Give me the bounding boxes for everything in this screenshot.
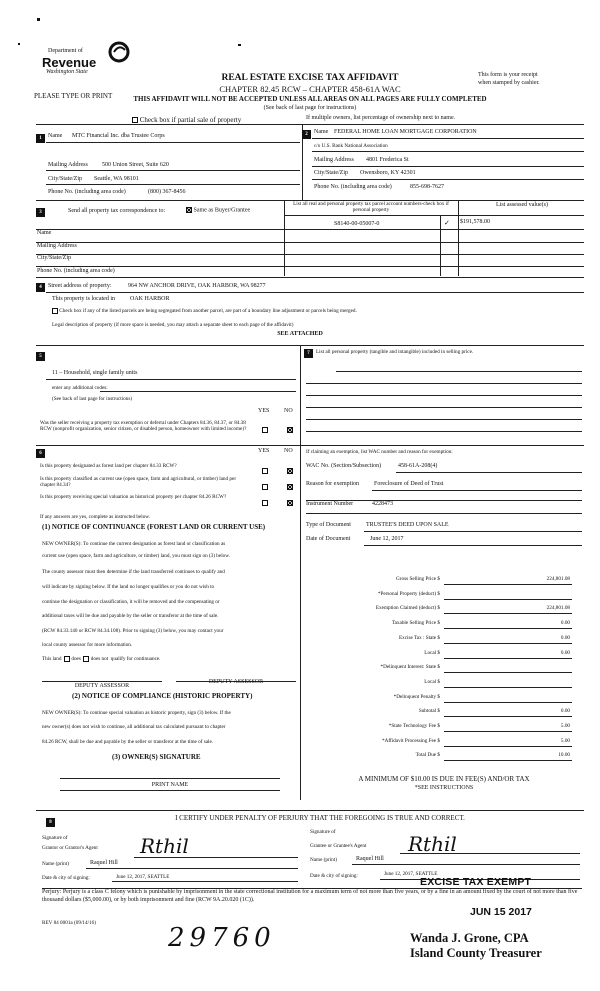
tax-phone-label: Phone No. (including area code) <box>37 268 115 274</box>
seller-phone-label: Phone No. (including area code) <box>48 189 126 195</box>
logo-line1: Department of <box>48 48 83 54</box>
scan-speck <box>18 43 20 45</box>
notice1-line: current use (open space, farm and agriculture, or timber) land, you must sign on (3) below. <box>42 553 230 559</box>
tax-row-label: *State Technology Fee $ <box>388 723 440 729</box>
exemption-claim-label: If claiming an exemption, list WAC number and reason for exemption: <box>306 449 453 455</box>
seller-mailing: 500 Union Street, Suite 620 <box>102 162 169 168</box>
section-5-marker: 5 <box>36 352 45 361</box>
scan-speck <box>37 18 40 21</box>
tax-row-value: 5.00 <box>560 738 570 744</box>
street-label: Street address of property: <box>48 283 112 289</box>
buyer-mailing-label: Mailing Address <box>314 157 354 163</box>
tax-mailing-label: Mailing Address <box>37 243 77 249</box>
sig-label-grantee: Signature of <box>310 829 336 835</box>
located-city: OAK HARBOR <box>130 296 170 302</box>
seller-city-label: City/State/Zip <box>48 176 82 182</box>
section-4-marker: 4 <box>36 283 45 292</box>
segregated-row <box>52 308 357 314</box>
tax-row-label: Taxable Selling Price $ <box>391 620 440 626</box>
section-3-marker: 3 <box>36 208 45 217</box>
forest-land-question: Is this property designated as forest land per chapter 84.33 RCW? <box>40 463 177 469</box>
tax-row-underline <box>444 746 572 747</box>
owner-signature-title: (3) OWNER(S) SIGNATURE <box>112 753 201 761</box>
buyer-name-label: Name <box>314 129 329 135</box>
historic-no-checkbox[interactable] <box>287 500 293 506</box>
section-2-marker: 2 <box>302 130 311 139</box>
logo-line2: Revenue <box>42 55 97 70</box>
seller-phone: (800) 367-8456 <box>148 189 186 195</box>
logo-line3: Washington State <box>46 69 88 75</box>
additional-codes-label: enter any additional codes: <box>52 385 108 391</box>
notice2-line: new owner(s) does not wish to continue, all additional tax calculated pursuant to chapter <box>42 724 226 730</box>
no-header-5: NO <box>284 408 293 414</box>
tax-row-value: 5.00 <box>560 723 570 729</box>
current-use-question: Is this property classified as current use (open space, farm and agricultural, or timber) land per chapter 84.34? <box>40 476 237 489</box>
tax-row-underline <box>444 628 572 629</box>
notice1-line: local county assessor for more information. <box>42 642 133 648</box>
sig-label-grantor: Signature of <box>42 835 68 841</box>
tax-row-underline <box>444 613 572 614</box>
sig-label-grantor-2: Grantor or Grantor's Agent <box>42 845 98 851</box>
tax-row-underline <box>444 731 572 732</box>
see-instructions: *SEE INSTRUCTIONS <box>414 785 474 791</box>
located-label: This property is located in <box>52 296 115 302</box>
tax-row-label: *Delinquent Interest: State $ <box>380 664 440 670</box>
tax-row-label: *Delinquent Penalty $ <box>393 694 440 700</box>
seller-city: Seattle, WA 98101 <box>94 176 139 182</box>
dor-logo <box>28 40 138 80</box>
tax-city-label: City/State/Zip <box>37 255 71 261</box>
grantee-print-name: Raquel Hill <box>356 856 384 862</box>
buyer-phone: 855-698-7627 <box>410 184 444 190</box>
certify-statement: I CERTIFY UNDER PENALTY OF PERJURY THAT THE FOREGOING IS TRUE AND CORRECT. <box>175 814 465 822</box>
tax-row-underline <box>444 760 572 761</box>
tax-row-value: 10.00 <box>558 752 570 758</box>
receipt-number: 29760 <box>168 923 276 953</box>
does-label: does <box>71 656 81 663</box>
perjury-statement: Perjury: Perjury is a class C felony which is punishable by imprisonment in the state correctional institution for a maximum term of not more than five years, or by a fine in an amount fixed by the court of not more than five thousand dollars ($5,000.00), or by both imprisonment and fine (RCW 9A.20.020 (1C)). <box>42 889 578 903</box>
date-label-r: Date & city of signing: <box>310 873 358 879</box>
section-6-marker: 6 <box>36 449 45 458</box>
tax-row-value: 224,801.08 <box>546 576 570 582</box>
deputy-assessor-1: DEPUTY ASSESSOR <box>74 683 130 689</box>
assessed-value: $191,578.00 <box>460 219 490 225</box>
grantor-date-city: June 12, 2017, SEATTLE <box>116 874 170 880</box>
tax-row-label: Local $ <box>424 679 440 685</box>
minimum-due: A MINIMUM OF $10.00 IS DUE IN FEE(S) AND/OR TAX <box>358 775 530 783</box>
segregated-label: Check box if any of the listed parcels are being segregated from another parcel, are part of a boundary line adjustment or parcels being merged. <box>59 308 357 315</box>
answer-note: If any answers are yes, complete as instructed below. <box>40 514 151 520</box>
send-correspondence-label: Send all property tax correspondence to: <box>68 208 166 214</box>
tax-row-value: 0.00 <box>560 708 570 714</box>
current-use-no-checkbox[interactable] <box>287 484 293 490</box>
doc-type: TRUSTEE'S DEED UPON SALE <box>366 522 449 528</box>
segregated-checkbox[interactable] <box>52 308 58 314</box>
multiple-owners-note: If multiple owners, list percentage of ownership next to name. <box>306 115 456 121</box>
tax-row-underline <box>444 584 572 585</box>
form-title: REAL ESTATE EXCISE TAX AFFIDAVIT <box>221 73 399 83</box>
partial-sale-checkbox[interactable] <box>132 117 138 123</box>
tax-row-value: 0.00 <box>560 650 570 656</box>
seller-exemption-yes-checkbox[interactable] <box>262 427 268 433</box>
tax-row-value: 0.00 <box>560 620 570 626</box>
seller-name: MTC Financial Inc. dba Trustee Corps <box>72 133 165 139</box>
doc-type-label: Type of Document <box>306 522 351 528</box>
reason-value: Foreclosure of Deed of Trust <box>374 481 444 487</box>
date-label-l: Date & city of signing: <box>42 875 90 881</box>
buyer-city: Owensboro, KY 42301 <box>360 170 416 176</box>
parcel-number: S8140-00-05007-0 <box>334 221 380 227</box>
tax-name-label: Name <box>37 230 52 236</box>
wac-number: 458-61A-208(4) <box>398 463 438 469</box>
instrument-label: Instrument Number <box>306 501 354 507</box>
wac-label: WAC No. (Section/Subsection) <box>306 463 382 469</box>
tax-row-label: Subtotal $ <box>418 708 440 714</box>
sig-label-grantee-2: Grantee or Grantee's Agent <box>310 843 367 849</box>
forest-no-checkbox[interactable] <box>287 468 293 474</box>
tax-row-value: 224,801.08 <box>546 605 570 611</box>
treasurer-title: Island County Treasurer <box>410 946 542 960</box>
grantee-date-city: June 12, 2017, SEATTLE <box>384 871 438 877</box>
assessed-value-label: List assessed value(s) <box>496 202 548 208</box>
section-8-marker: 8 <box>46 818 55 827</box>
tax-row-label: *Personal Property (deduct) $ <box>377 591 440 597</box>
forest-yes-checkbox[interactable] <box>262 468 268 474</box>
does-not-label: does not <box>90 656 109 663</box>
current-use-yes-checkbox[interactable] <box>262 484 268 490</box>
stamp-date: JUN 15 2017 <box>470 906 532 918</box>
legal-description-label: Legal description of property (if more space is needed, you may attach a separate sheet to each page of the affidavit) <box>52 322 294 328</box>
dor-swirl-icon <box>108 40 130 64</box>
see-attached: SEE ATTACHED <box>277 331 323 337</box>
yes-header-6: YES <box>258 448 270 454</box>
historic-yes-checkbox[interactable] <box>262 500 268 506</box>
tax-row-value: 0.00 <box>560 635 570 641</box>
tax-row-label: Gross Selling Price $ <box>396 576 440 582</box>
tax-row-underline <box>444 672 572 673</box>
does-not-checkbox[interactable] <box>83 656 89 662</box>
grantee-signature: Rthil <box>408 832 457 856</box>
partial-sale-label: Check box if partial sale of property <box>139 116 242 124</box>
personal-prop-check-icon: ✓ <box>444 219 450 227</box>
tax-row-label: Excise Tax : State $ <box>398 635 440 641</box>
notice-compliance-title: (2) NOTICE OF COMPLIANCE (HISTORIC PROPERTY) <box>72 692 253 700</box>
grantor-print-name: Raquel Hill <box>90 860 118 866</box>
name-label-r: Name (print) <box>310 857 337 863</box>
print-name-label: PRINT NAME <box>151 782 189 788</box>
notice-continuance-title: (1) NOTICE OF CONTINUANCE (FOREST LAND OR CURRENT USE) <box>42 523 266 531</box>
notice1-line: The county assessor must then determine if the land transferred continues to qualify and <box>42 569 225 575</box>
does-checkbox[interactable] <box>64 656 70 662</box>
tax-row-label: *Affidavit Processing Fee $ <box>382 738 440 744</box>
notice2-line: 84.26 RCW, shall be due and payable by the seller or transferor at the time of sale. <box>42 739 214 745</box>
doc-date-label: Date of Document <box>306 536 351 542</box>
form-warning: THIS AFFIDAVIT WILL NOT BE ACCEPTED UNLESS ALL AREAS ON ALL PAGES ARE FULLY COMPLETED <box>133 95 487 103</box>
deputy-assessor-2: DEPUTY ASSESSOR <box>208 679 264 685</box>
name-label-l: Name (print) <box>42 861 69 867</box>
notice1-line: continue the designation or classification, it will be removed and the compensating or <box>42 599 220 605</box>
section-7-marker: 7 <box>304 349 313 358</box>
buyer-mailing: 4801 Frederica St <box>366 157 409 163</box>
yes-header-5: YES <box>258 408 270 414</box>
tax-row-label: Total Due $ <box>415 752 440 758</box>
reason-label: Reason for exemption <box>306 481 359 487</box>
section-1-marker: 1 <box>36 134 45 143</box>
notice1-line: will indicate by signing below. If the land no longer qualifies or you do not wish to <box>42 584 215 590</box>
form-revision: REV 84 0001a (09/14/16) <box>42 920 96 926</box>
tax-row-underline <box>444 643 572 644</box>
excise-tax-exempt-stamp: EXCISE TAX EXEMPT <box>420 876 532 888</box>
instrument-number: 4228473 <box>372 501 393 507</box>
form-chapter: CHAPTER 82.45 RCW – CHAPTER 458-61A WAC <box>219 84 401 94</box>
same-as-buyer-row <box>186 207 250 215</box>
historic-question: Is this property receiving special valuation as historical property per chapter 84.26 RCW? <box>40 494 227 500</box>
notice1-line: NEW OWNER(S): To continue the current designation as forest land or classification as <box>42 541 226 547</box>
receipt-note-2: when stamped by cashier. <box>478 80 540 86</box>
seller-name-label: Name <box>48 133 63 139</box>
street-address: 964 NW ANCHOR DRIVE, OAK HARBOR, WA 98277 <box>128 283 266 289</box>
buyer-city-label: City/State/Zip <box>314 170 348 176</box>
treasurer-name: Wanda J. Grone, CPA <box>410 931 529 945</box>
tax-row-underline <box>444 702 572 703</box>
land-use-code: 11 – Household, single family units <box>52 370 138 376</box>
notice2-line: NEW OWNER(S): To continue special valuation as historic property, sign (3) below. If the <box>42 710 231 716</box>
doc-date: June 12, 2017 <box>370 536 404 542</box>
grantor-signature: Rthil <box>140 834 189 858</box>
receipt-note-1: This form is your receipt <box>478 72 538 78</box>
tax-row-underline <box>444 687 572 688</box>
see-back-instructions: (See back of last page for instructions) <box>263 105 357 111</box>
seller-exemption-question: Was the seller receiving a property tax exemption or deferral under Chapters 84.36, 84.37, or 84.38 RCW (nonprofit organization, senior citizen, or disabled person, homeowner with limited income)? <box>40 420 247 433</box>
notice1-line: additional taxes will be due and payable by the seller or transferor at the time of sale. <box>42 613 219 619</box>
please-type: PLEASE TYPE OR PRINT <box>34 92 113 100</box>
qualify-label: qualify for continuance. <box>110 656 161 663</box>
tax-row-underline <box>444 658 572 659</box>
scan-speck <box>238 44 241 46</box>
same-as-buyer-label: Same as Buyer/Grantee <box>193 207 251 214</box>
personal-property-label: List all personal property (tangible and intangible) included in selling price. <box>316 349 474 355</box>
buyer-phone-label: Phone No. (including area code) <box>314 184 392 190</box>
notice1-line: (RCW 84.33.140 or RCW 84.34.108). Prior to signing (3) below, you may contact your <box>42 628 224 634</box>
buyer-name: FEDERAL HOME LOAN MORTGAGE CORPORATION <box>334 129 477 135</box>
use-code-see-back: (See back of last page for instructions) <box>52 396 133 402</box>
same-as-buyer-checkbox[interactable] <box>186 207 192 213</box>
no-header-6: NO <box>284 448 293 454</box>
tax-row-label: Exemption Claimed (deduct) $ <box>375 605 440 611</box>
buyer-care-of: c/o U.S. Bank National Association <box>314 143 388 149</box>
seller-mailing-label: Mailing Address <box>48 162 88 168</box>
tax-row-underline <box>444 716 572 717</box>
this-land-label: This land <box>42 656 62 663</box>
this-land-row <box>42 656 160 662</box>
tax-row-underline <box>444 599 572 600</box>
seller-exemption-no-checkbox[interactable] <box>287 427 293 433</box>
parcel-list-label: List all real and personal property tax parcel account numbers-check box if personal property <box>293 201 449 214</box>
tax-row-label: Local $ <box>424 650 440 656</box>
